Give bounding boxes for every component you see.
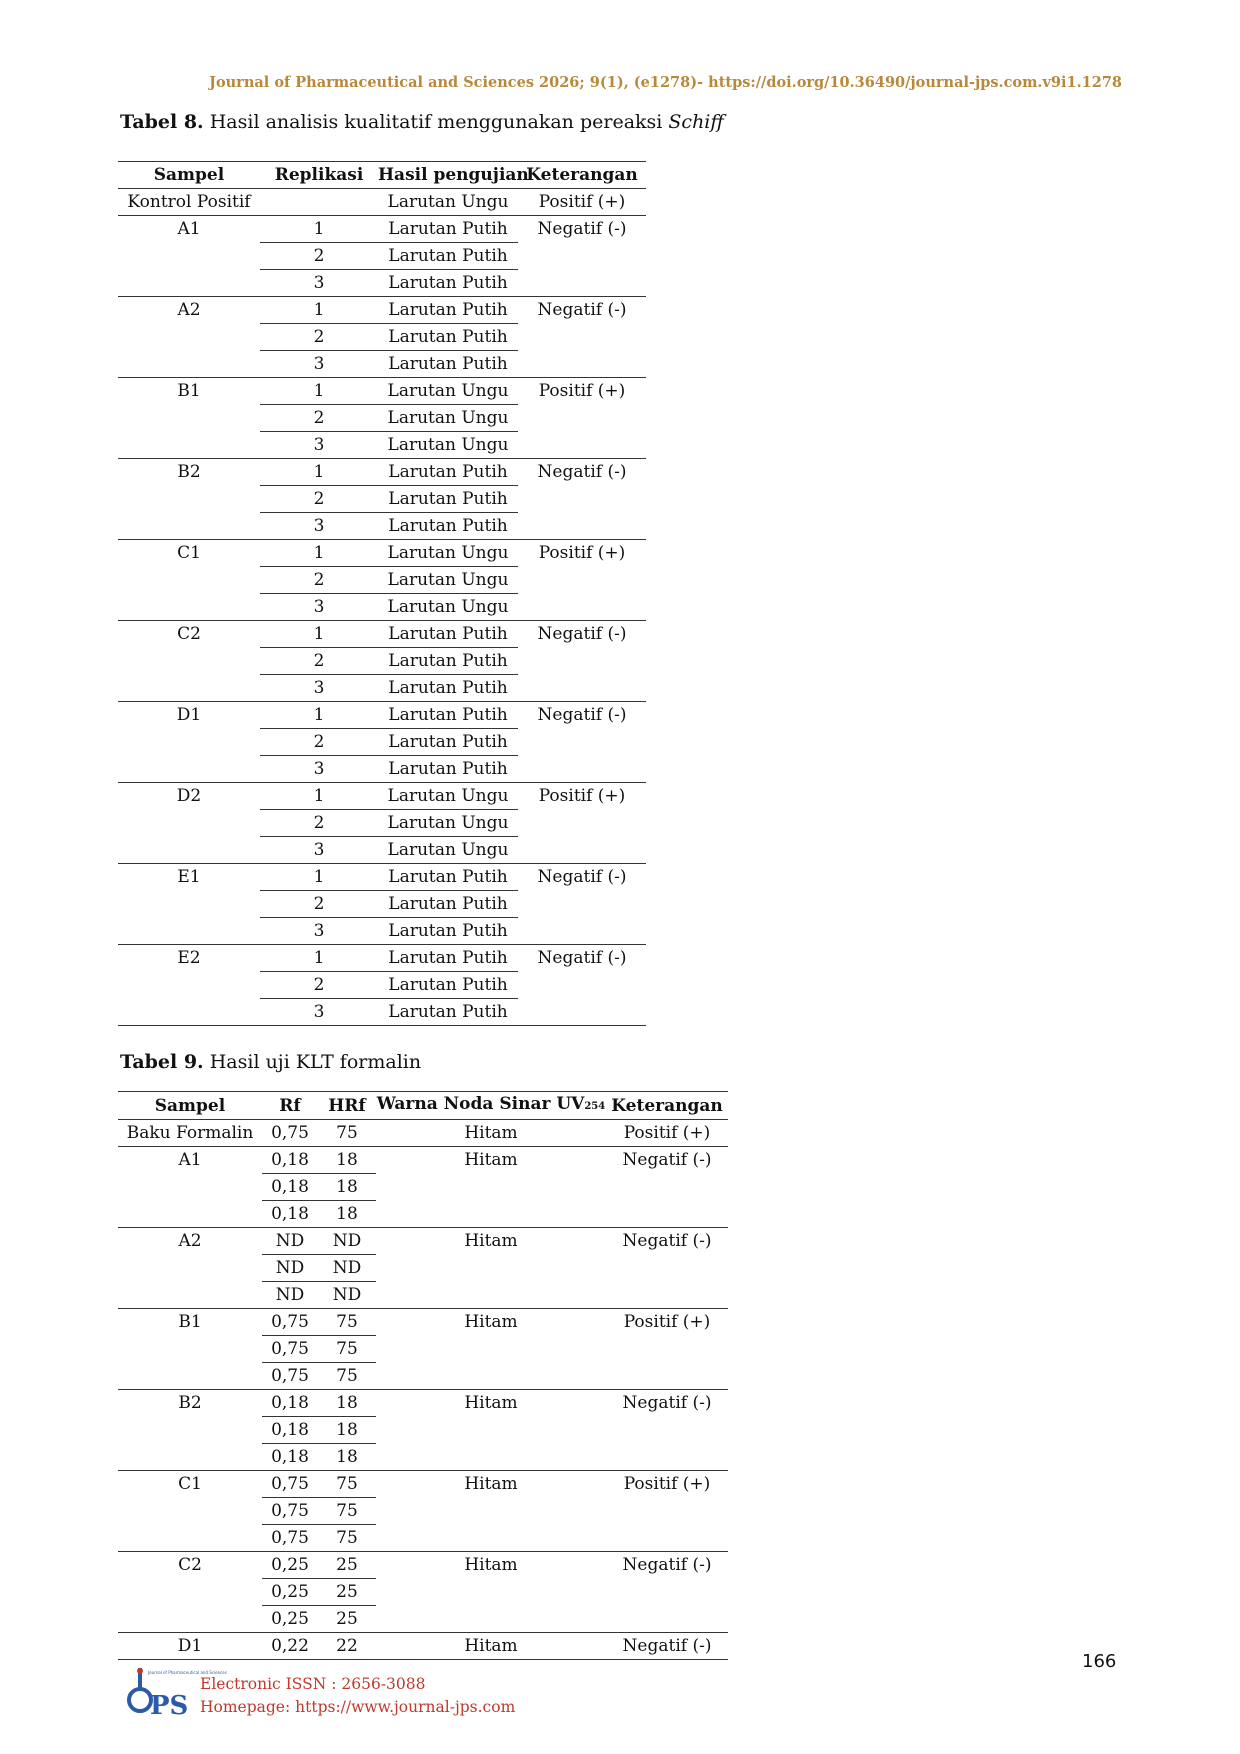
table9-header-sampel: Sampel xyxy=(118,1092,262,1120)
note-cell: Negatif (-) xyxy=(606,1228,728,1309)
table9-header-row xyxy=(118,1092,728,1120)
note-cell: Negatif (-) xyxy=(518,297,646,378)
color-cell: Hitam xyxy=(376,1120,606,1147)
rf-cell: 0,18 xyxy=(262,1444,318,1471)
sample-cell: C1 xyxy=(118,1471,262,1552)
replicate-cell: 3 xyxy=(260,999,378,1026)
result-cell: Larutan Ungu xyxy=(378,432,518,459)
replicate-cell: 1 xyxy=(260,378,378,405)
replicate-cell: 3 xyxy=(260,837,378,864)
result-cell: Larutan Ungu xyxy=(378,567,518,594)
rf-cell: 0,25 xyxy=(262,1552,318,1579)
sample-cell: A2 xyxy=(118,297,260,378)
table9-caption-text: Hasil uji KLT formalin xyxy=(209,1051,422,1073)
table9-caption xyxy=(120,1051,421,1073)
hrf-cell: 22 xyxy=(318,1633,376,1660)
rf-cell: 0,18 xyxy=(262,1201,318,1228)
table8-body xyxy=(118,189,646,1026)
rf-cell: 0,75 xyxy=(262,1309,318,1336)
result-cell: Larutan Putih xyxy=(378,648,518,675)
rf-cell: 0,75 xyxy=(262,1336,318,1363)
hrf-cell: 75 xyxy=(318,1120,376,1147)
hrf-cell: 75 xyxy=(318,1363,376,1390)
hrf-cell: 25 xyxy=(318,1606,376,1633)
rf-cell: 0,75 xyxy=(262,1471,318,1498)
sample-cell: C2 xyxy=(118,621,260,702)
result-cell: Larutan Putih xyxy=(378,270,518,297)
color-cell: Hitam xyxy=(376,1552,606,1633)
table9-header-warna-text: Warna Noda Sinar UV xyxy=(376,1094,585,1114)
rf-cell: 0,75 xyxy=(262,1525,318,1552)
table8-header-sampel: Sampel xyxy=(118,162,260,189)
replicate-cell: 2 xyxy=(260,648,378,675)
note-cell: Positif (+) xyxy=(518,378,646,459)
table9-row xyxy=(118,1309,728,1336)
sample-cell: B2 xyxy=(118,459,260,540)
result-cell: Larutan Ungu xyxy=(378,810,518,837)
replicate-cell: 1 xyxy=(260,540,378,567)
note-cell: Negatif (-) xyxy=(518,216,646,297)
color-cell: Hitam xyxy=(376,1309,606,1390)
hrf-cell: 18 xyxy=(318,1444,376,1471)
table9-body xyxy=(118,1120,728,1660)
sample-cell: A1 xyxy=(118,1147,262,1228)
rf-cell: 0,75 xyxy=(262,1498,318,1525)
note-cell: Negatif (-) xyxy=(518,621,646,702)
hrf-cell: 18 xyxy=(318,1147,376,1174)
table9-header-keterangan: Keterangan xyxy=(606,1092,728,1120)
table8-header-keterangan: Keterangan xyxy=(518,162,646,189)
result-cell: Larutan Ungu xyxy=(378,189,518,216)
note-cell: Positif (+) xyxy=(518,540,646,621)
result-cell: Larutan Putih xyxy=(378,864,518,891)
table8-row xyxy=(118,540,646,567)
hrf-cell: 75 xyxy=(318,1498,376,1525)
table8-row xyxy=(118,216,646,243)
hrf-cell: 25 xyxy=(318,1552,376,1579)
rf-cell: 0,75 xyxy=(262,1120,318,1147)
replicate-cell: 3 xyxy=(260,513,378,540)
table8-caption xyxy=(120,111,724,133)
footer-issn: Electronic ISSN : 2656-3088 xyxy=(200,1675,426,1693)
rf-cell: 0,22 xyxy=(262,1633,318,1660)
result-cell: Larutan Putih xyxy=(378,972,518,999)
logo-text: PS xyxy=(150,1691,189,1721)
replicate-cell: 3 xyxy=(260,432,378,459)
note-cell: Positif (+) xyxy=(606,1471,728,1552)
note-cell: Negatif (-) xyxy=(518,864,646,945)
hrf-cell: 75 xyxy=(318,1309,376,1336)
note-cell: Negatif (-) xyxy=(606,1633,728,1660)
sample-cell: E1 xyxy=(118,864,260,945)
table8-header-hasil: Hasil pengujian xyxy=(378,162,518,189)
replicate-cell: 1 xyxy=(260,783,378,810)
table8-row xyxy=(118,783,646,810)
note-cell: Negatif (-) xyxy=(518,459,646,540)
hrf-cell: 75 xyxy=(318,1471,376,1498)
table8-header-replikasi: Replikasi xyxy=(260,162,378,189)
color-cell: Hitam xyxy=(376,1633,606,1660)
note-cell: Positif (+) xyxy=(518,189,646,216)
note-cell: Negatif (-) xyxy=(518,945,646,1026)
logo-small-text: Journal of Pharmaceutical and Sciences xyxy=(148,1670,227,1675)
hrf-cell: ND xyxy=(318,1282,376,1309)
table9-header-uv-subscript: 254 xyxy=(584,1101,606,1112)
result-cell: Larutan Putih xyxy=(378,918,518,945)
table9-row xyxy=(118,1633,728,1660)
result-cell: Larutan Putih xyxy=(378,891,518,918)
replicate-cell: 2 xyxy=(260,729,378,756)
replicate-cell: 2 xyxy=(260,567,378,594)
color-cell: Hitam xyxy=(376,1147,606,1228)
sample-cell: B2 xyxy=(118,1390,262,1471)
table8-row xyxy=(118,297,646,324)
rf-cell: 0,75 xyxy=(262,1363,318,1390)
sample-cell: A2 xyxy=(118,1228,262,1309)
replicate-cell: 1 xyxy=(260,459,378,486)
rf-cell: ND xyxy=(262,1228,318,1255)
replicate-cell: 2 xyxy=(260,243,378,270)
table9 xyxy=(118,1091,728,1660)
hrf-cell: 18 xyxy=(318,1201,376,1228)
result-cell: Larutan Putih xyxy=(378,675,518,702)
replicate-cell: 3 xyxy=(260,351,378,378)
result-cell: Larutan Ungu xyxy=(378,837,518,864)
rf-cell: 0,25 xyxy=(262,1579,318,1606)
hrf-cell: 18 xyxy=(318,1390,376,1417)
sample-cell: E2 xyxy=(118,945,260,1026)
rf-cell: 0,25 xyxy=(262,1606,318,1633)
note-cell: Positif (+) xyxy=(606,1309,728,1390)
table8-caption-text: Hasil analisis kualitatif menggunakan pereaksi xyxy=(209,111,663,133)
result-cell: Larutan Putih xyxy=(378,486,518,513)
rf-cell: ND xyxy=(262,1255,318,1282)
journal-header: Journal of Pharmaceutical and Sciences 2026; 9(1), (e1278)- https://doi.org/10.36490/journal-jps.com.v9i1.1278 xyxy=(209,74,1122,91)
hrf-cell: ND xyxy=(318,1255,376,1282)
result-cell: Larutan Putih xyxy=(378,999,518,1026)
replicate-cell: 2 xyxy=(260,810,378,837)
sample-cell: Kontrol Positif xyxy=(118,189,260,216)
result-cell: Larutan Putih xyxy=(378,459,518,486)
table8-row xyxy=(118,621,646,648)
replicate-cell: 3 xyxy=(260,675,378,702)
note-cell: Positif (+) xyxy=(606,1120,728,1147)
replicate-cell: 1 xyxy=(260,297,378,324)
jps-logo-icon xyxy=(124,1666,227,1721)
footer xyxy=(200,1673,515,1719)
page-number: 166 xyxy=(1082,1651,1117,1672)
hrf-cell: 75 xyxy=(318,1336,376,1363)
replicate-cell: 3 xyxy=(260,270,378,297)
table9-row xyxy=(118,1552,728,1579)
result-cell: Larutan Ungu xyxy=(378,378,518,405)
sample-cell: D1 xyxy=(118,1633,262,1660)
table9-row xyxy=(118,1471,728,1498)
hrf-cell: 75 xyxy=(318,1525,376,1552)
table9-row xyxy=(118,1147,728,1174)
note-cell: Negatif (-) xyxy=(606,1390,728,1471)
sample-cell: A1 xyxy=(118,216,260,297)
journal-logo xyxy=(124,1666,227,1721)
rf-cell: 0,18 xyxy=(262,1390,318,1417)
sample-cell: B1 xyxy=(118,1309,262,1390)
replicate-cell: 1 xyxy=(260,945,378,972)
replicate-cell: 3 xyxy=(260,594,378,621)
table8-row xyxy=(118,378,646,405)
hrf-cell: 25 xyxy=(318,1579,376,1606)
table8-caption-label: Tabel 8. xyxy=(120,111,204,133)
result-cell: Larutan Putih xyxy=(378,729,518,756)
color-cell: Hitam xyxy=(376,1471,606,1552)
note-cell: Negatif (-) xyxy=(518,702,646,783)
sample-cell: Baku Formalin xyxy=(118,1120,262,1147)
sample-cell: C1 xyxy=(118,540,260,621)
table8-row xyxy=(118,864,646,891)
table9-header-warna xyxy=(376,1092,606,1120)
note-cell: Positif (+) xyxy=(518,783,646,864)
replicate-cell: 1 xyxy=(260,864,378,891)
result-cell: Larutan Putih xyxy=(378,756,518,783)
table8-row xyxy=(118,702,646,729)
table9-row xyxy=(118,1228,728,1255)
result-cell: Larutan Putih xyxy=(378,513,518,540)
table9-row-control xyxy=(118,1120,728,1147)
sample-cell: B1 xyxy=(118,378,260,459)
replicate-cell: 3 xyxy=(260,756,378,783)
replicate-cell xyxy=(260,189,378,216)
table8-row xyxy=(118,459,646,486)
rf-cell: 0,18 xyxy=(262,1174,318,1201)
rf-cell: 0,18 xyxy=(262,1417,318,1444)
result-cell: Larutan Ungu xyxy=(378,783,518,810)
replicate-cell: 3 xyxy=(260,918,378,945)
note-cell: Negatif (-) xyxy=(606,1552,728,1633)
replicate-cell: 2 xyxy=(260,972,378,999)
footer-homepage[interactable]: Homepage: https://www.journal-jps.com xyxy=(200,1698,516,1716)
hrf-cell: 18 xyxy=(318,1417,376,1444)
table8 xyxy=(118,161,646,1026)
result-cell: Larutan Ungu xyxy=(378,540,518,567)
result-cell: Larutan Putih xyxy=(378,324,518,351)
color-cell: Hitam xyxy=(376,1228,606,1309)
result-cell: Larutan Putih xyxy=(378,702,518,729)
table9-header-hrf: HRf xyxy=(318,1092,376,1120)
table8-caption-italic: Schiff xyxy=(668,111,724,133)
replicate-cell: 2 xyxy=(260,324,378,351)
result-cell: Larutan Putih xyxy=(378,945,518,972)
replicate-cell: 2 xyxy=(260,891,378,918)
result-cell: Larutan Putih xyxy=(378,216,518,243)
table8-row xyxy=(118,945,646,972)
hrf-cell: ND xyxy=(318,1228,376,1255)
table9-caption-label: Tabel 9. xyxy=(120,1051,204,1073)
result-cell: Larutan Putih xyxy=(378,243,518,270)
replicate-cell: 1 xyxy=(260,621,378,648)
note-cell: Negatif (-) xyxy=(606,1147,728,1228)
result-cell: Larutan Putih xyxy=(378,297,518,324)
result-cell: Larutan Ungu xyxy=(378,405,518,432)
sample-cell: D1 xyxy=(118,702,260,783)
result-cell: Larutan Putih xyxy=(378,351,518,378)
rf-cell: 0,18 xyxy=(262,1147,318,1174)
hrf-cell: 18 xyxy=(318,1174,376,1201)
color-cell: Hitam xyxy=(376,1390,606,1471)
table9-row xyxy=(118,1390,728,1417)
sample-cell: D2 xyxy=(118,783,260,864)
replicate-cell: 2 xyxy=(260,486,378,513)
replicate-cell: 1 xyxy=(260,702,378,729)
result-cell: Larutan Ungu xyxy=(378,594,518,621)
rf-cell: ND xyxy=(262,1282,318,1309)
replicate-cell: 1 xyxy=(260,216,378,243)
table8-header-row xyxy=(118,162,646,189)
result-cell: Larutan Putih xyxy=(378,621,518,648)
sample-cell: C2 xyxy=(118,1552,262,1633)
replicate-cell: 2 xyxy=(260,405,378,432)
table9-header-rf: Rf xyxy=(262,1092,318,1120)
table8-row-control xyxy=(118,189,646,216)
